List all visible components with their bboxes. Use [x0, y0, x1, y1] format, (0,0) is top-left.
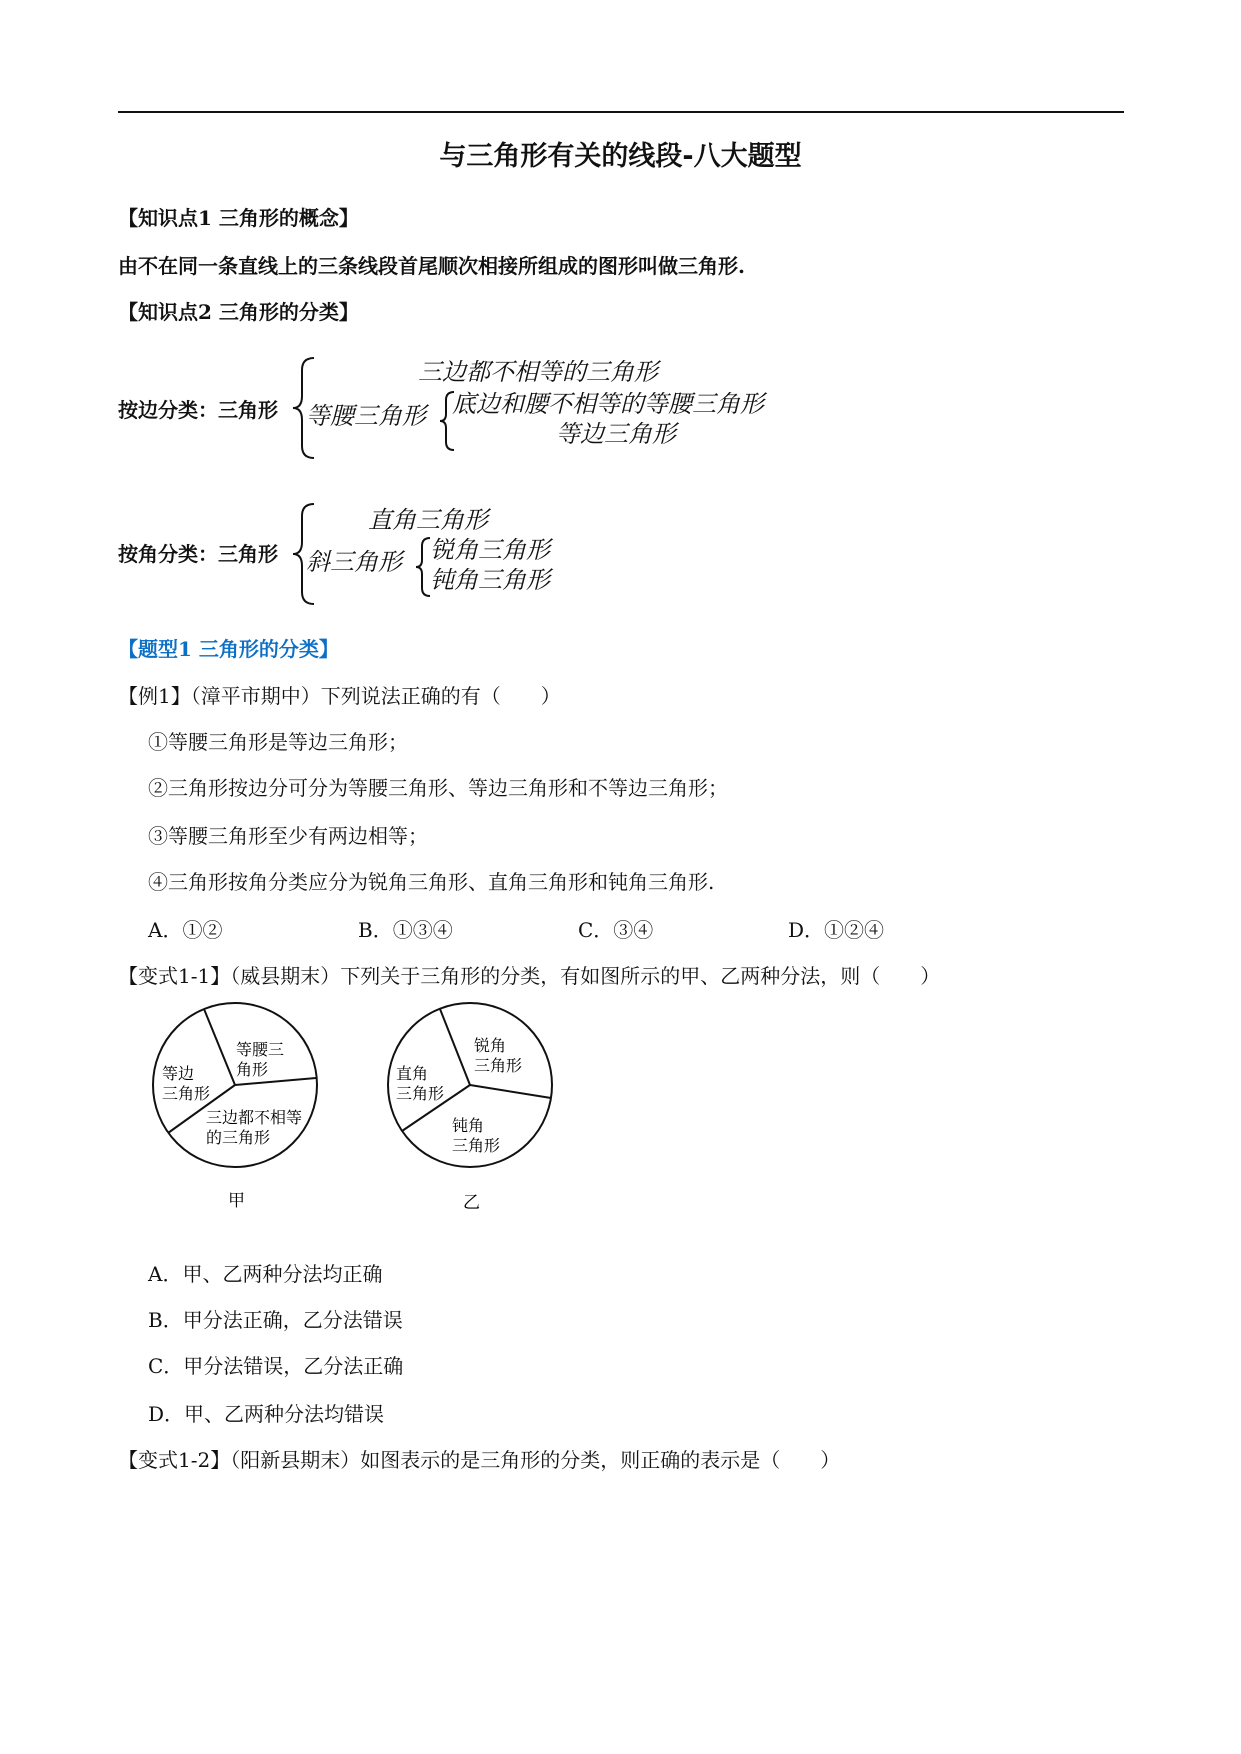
pie-yi: [388, 1003, 552, 1213]
by-side-sub2: 等边三角形: [556, 420, 676, 448]
example1-option-c: C．③④: [578, 918, 654, 942]
kp1-heading: 【知识点1 三角形的概念】: [118, 206, 359, 230]
by-side-sub1: 底边和腰不相等的等腰三角形: [452, 390, 764, 418]
pie-jia-bottom-line1: 三边都不相等: [206, 1108, 303, 1127]
pie-jia-caption: 甲: [228, 1191, 245, 1211]
pie-yi-left-line2: 三角形: [396, 1084, 445, 1103]
example1-item-1: ①等腰三角形是等边三角形；: [148, 730, 408, 754]
variant1-1-option-d: D．甲、乙两种分法均错误: [148, 1402, 385, 1426]
by-angle-branch1: 直角三角形: [368, 506, 488, 534]
pie-jia-top-line2: 角形: [236, 1060, 269, 1079]
header-rule: [118, 111, 1124, 113]
by-side-branch1: 三边都不相等的三角形: [418, 358, 658, 386]
example1-item-2: ②三角形按边分可分为等腰三角形、等边三角形和不等边三角形；: [148, 776, 728, 800]
variant1-1-option-a: A．甲、乙两种分法均正确: [148, 1262, 383, 1286]
variant1-1-option-b: B．甲分法正确，乙分法错误: [148, 1308, 403, 1332]
pie-yi-top-line2: 三角形: [474, 1056, 523, 1075]
topic1-heading: 【题型1 三角形的分类】: [118, 637, 339, 661]
kp1-text: 由不在同一条直线上的三条线段首尾顺次相接所组成的图形叫做三角形.: [118, 254, 745, 278]
pie-yi-left-line1: 直角: [396, 1064, 429, 1083]
pie-yi-bottom-line2: 三角形: [452, 1136, 501, 1155]
pie-jia-left-line2: 三角形: [162, 1084, 211, 1103]
pie-figures: [140, 1000, 580, 1230]
pie-jia-top-line1: 等腰三: [236, 1040, 285, 1059]
page-title: 与三角形有关的线段-八大题型: [439, 141, 802, 172]
by-angle-sub1: 锐角三角形: [430, 536, 550, 564]
pie-yi-caption: 乙: [463, 1193, 480, 1213]
pie-jia: [153, 1003, 317, 1211]
by-side-label: 按边分类：三角形: [118, 398, 278, 422]
variant1-1-option-c: C．甲分法错误，乙分法正确: [148, 1354, 404, 1378]
by-angle-sub2: 钝角三角形: [430, 566, 550, 594]
variant1-2-stem: 【变式1-2】（阳新县期末）如图表示的是三角形的分类，则正确的表示是（ ）: [118, 1448, 841, 1472]
by-angle-branch2: 斜三角形: [306, 548, 402, 576]
pie-yi-top-line1: 锐角: [474, 1036, 507, 1055]
pie-yi-bottom-line1: 钝角: [452, 1116, 485, 1135]
pie-jia-left-line1: 等边: [162, 1064, 195, 1083]
kp2-heading: 【知识点2 三角形的分类】: [118, 300, 359, 324]
example1-option-b: B．①③④: [358, 918, 453, 942]
variant1-1-stem: 【变式1-1】（威县期末）下列关于三角形的分类，有如图所示的甲、乙两种分法，则（ ）: [118, 964, 941, 988]
example1-item-3: ③等腰三角形至少有两边相等；: [148, 824, 428, 848]
pie-jia-bottom-line2: 的三角形: [206, 1128, 271, 1147]
by-angle-label: 按角分类：三角形: [118, 542, 278, 566]
example1-item-4: ④三角形按角分类应分为锐角三角形、直角三角形和钝角三角形.: [148, 870, 715, 894]
by-side-branch2: 等腰三角形: [306, 402, 426, 430]
example1-option-d: D．①②④: [788, 918, 885, 942]
example1-stem: 【例1】（漳平市期中）下列说法正确的有（ ）: [118, 684, 561, 708]
example1-option-a: A．①②: [148, 918, 223, 942]
